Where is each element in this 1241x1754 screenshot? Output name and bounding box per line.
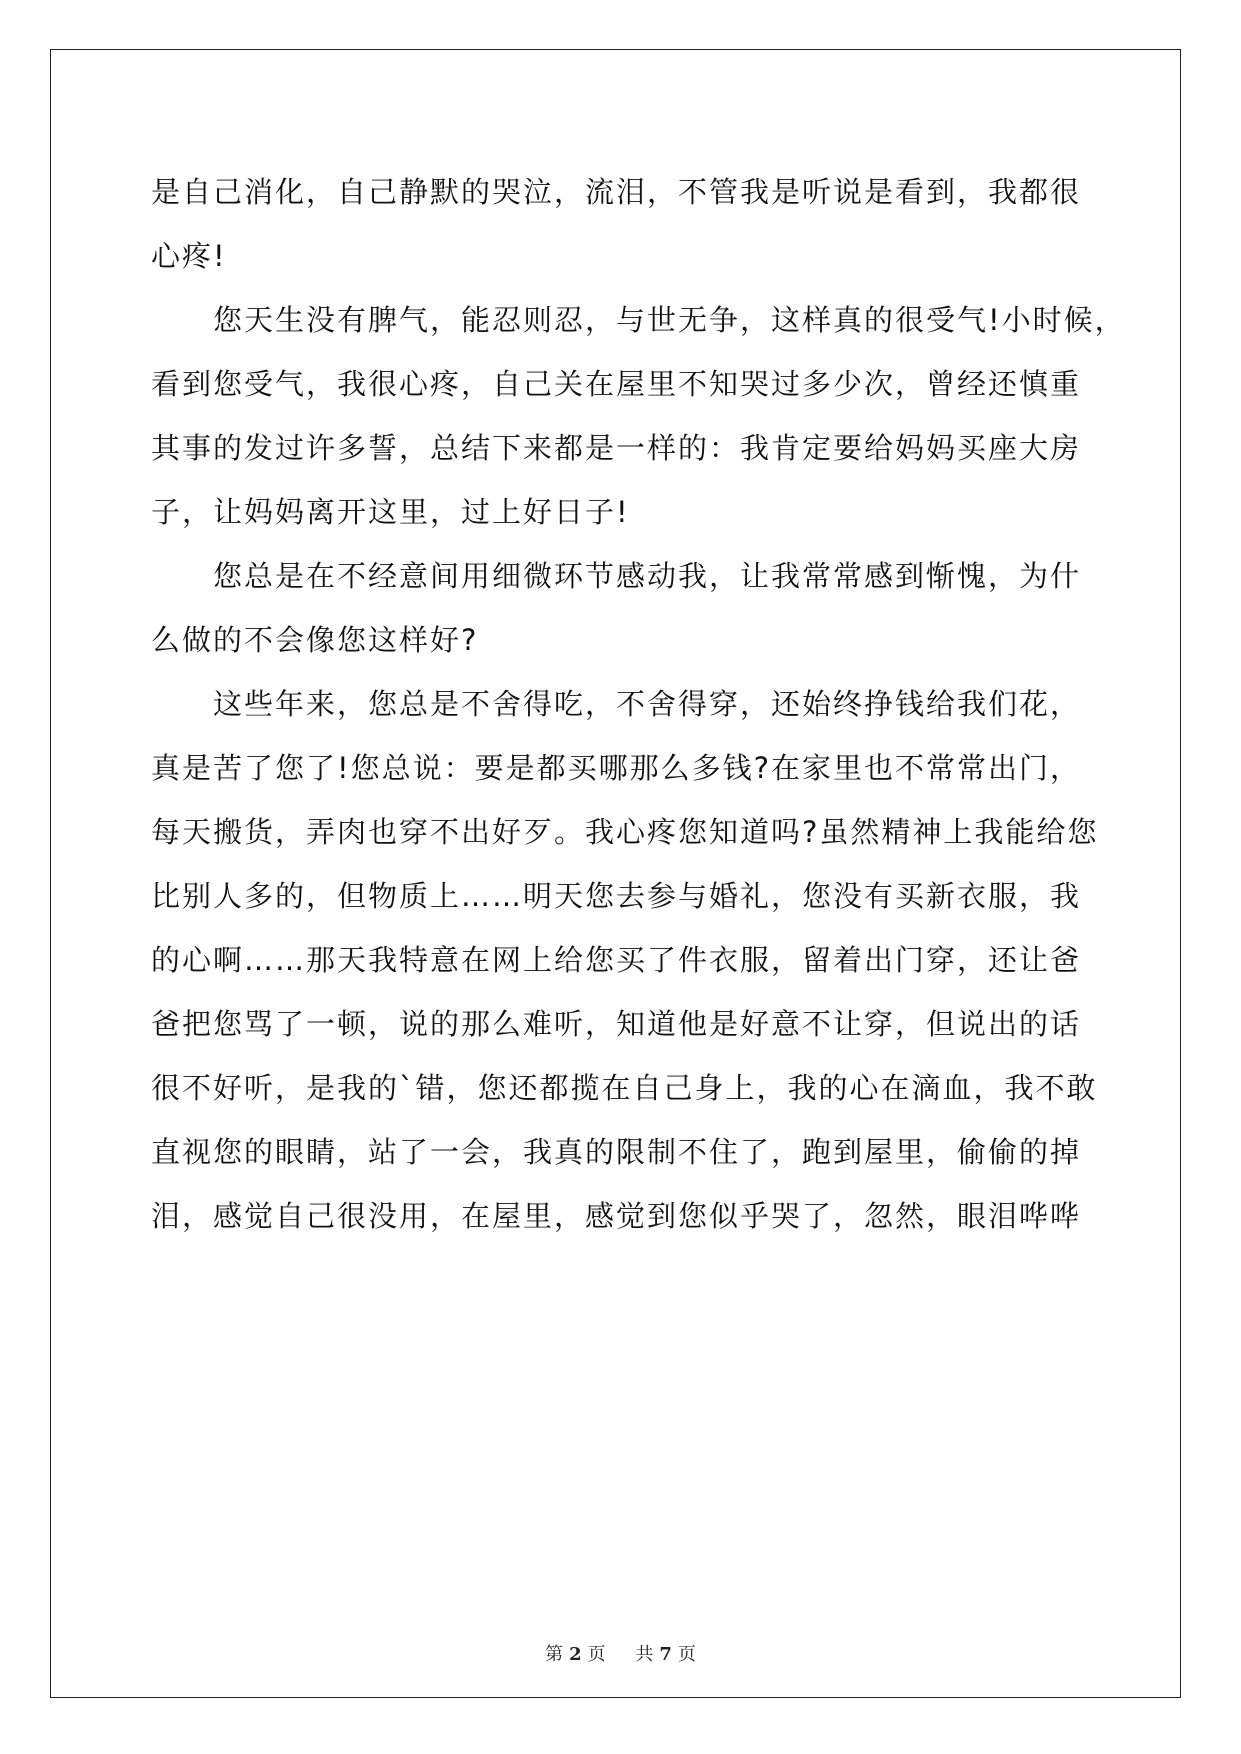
- text-line: 心疼!: [151, 239, 227, 273]
- text-line: 爸把您骂了一顿，说的那么难听，知道他是好意不让穿，但说出的话: [151, 1007, 1082, 1041]
- page-prefix: 第: [545, 1644, 564, 1665]
- text-line: 子，让妈妈离开这里，过上好日子!: [151, 495, 630, 529]
- text-line: 每天搬货，弄肉也穿不出好歹。我心疼您知道吗?虽然精神上我能给您: [151, 815, 1099, 849]
- page-suffix: 页: [587, 1644, 606, 1665]
- page-footer: [0, 1640, 1241, 1666]
- page-number: 2: [569, 1644, 582, 1665]
- total-suffix: 页: [677, 1644, 696, 1665]
- text-line: 真是苦了您了!您总说：要是都买哪那么多钱?在家里也不常常出门，: [151, 751, 1082, 785]
- text-line: 您天生没有脾气，能忍则忍，与世无争，这样真的很受气!小时候，: [151, 303, 1126, 337]
- text-line: 您总是在不经意间用细微环节感动我，让我常常感到惭愧，为什: [151, 559, 1082, 593]
- text-line: 这些年来，您总是不舍得吃，不舍得穿，还始终挣钱给我们花，: [151, 687, 1082, 721]
- text-line: 直视您的眼睛，站了一会，我真的限制不住了，跑到屋里，偷偷的掉: [151, 1135, 1082, 1169]
- total-pages: 7: [659, 1644, 672, 1665]
- text-line: 是自己消化，自己静默的哭泣，流泪，不管我是听说是看到，我都很: [151, 175, 1082, 209]
- current-page-indicator: [539, 1644, 612, 1665]
- text-line: 看到您受气，我很心疼，自己关在屋里不知哭过多少次，曾经还慎重: [151, 367, 1082, 401]
- text-line: 么做的不会像您这样好?: [151, 623, 479, 657]
- text-line: 泪，感觉自己很没用，在屋里，感觉到您似乎哭了，忽然，眼泪哗哗: [151, 1199, 1082, 1233]
- total-pages-indicator: [629, 1644, 702, 1665]
- text-line: 很不好听，是我的`错，您还都揽在自己身上，我的心在滴血，我不敢: [151, 1071, 1098, 1105]
- body-text: [151, 160, 1126, 1248]
- text-line: 其事的发过许多誓，总结下来都是一样的：我肯定要给妈妈买座大房: [151, 431, 1082, 465]
- text-line: 比别人多的，但物质上……明天您去参与婚礼，您没有买新衣服，我: [151, 879, 1082, 913]
- total-prefix: 共: [635, 1644, 654, 1665]
- text-line: 的心啊……那天我特意在网上给您买了件衣服，留着出门穿，还让爸: [151, 943, 1082, 977]
